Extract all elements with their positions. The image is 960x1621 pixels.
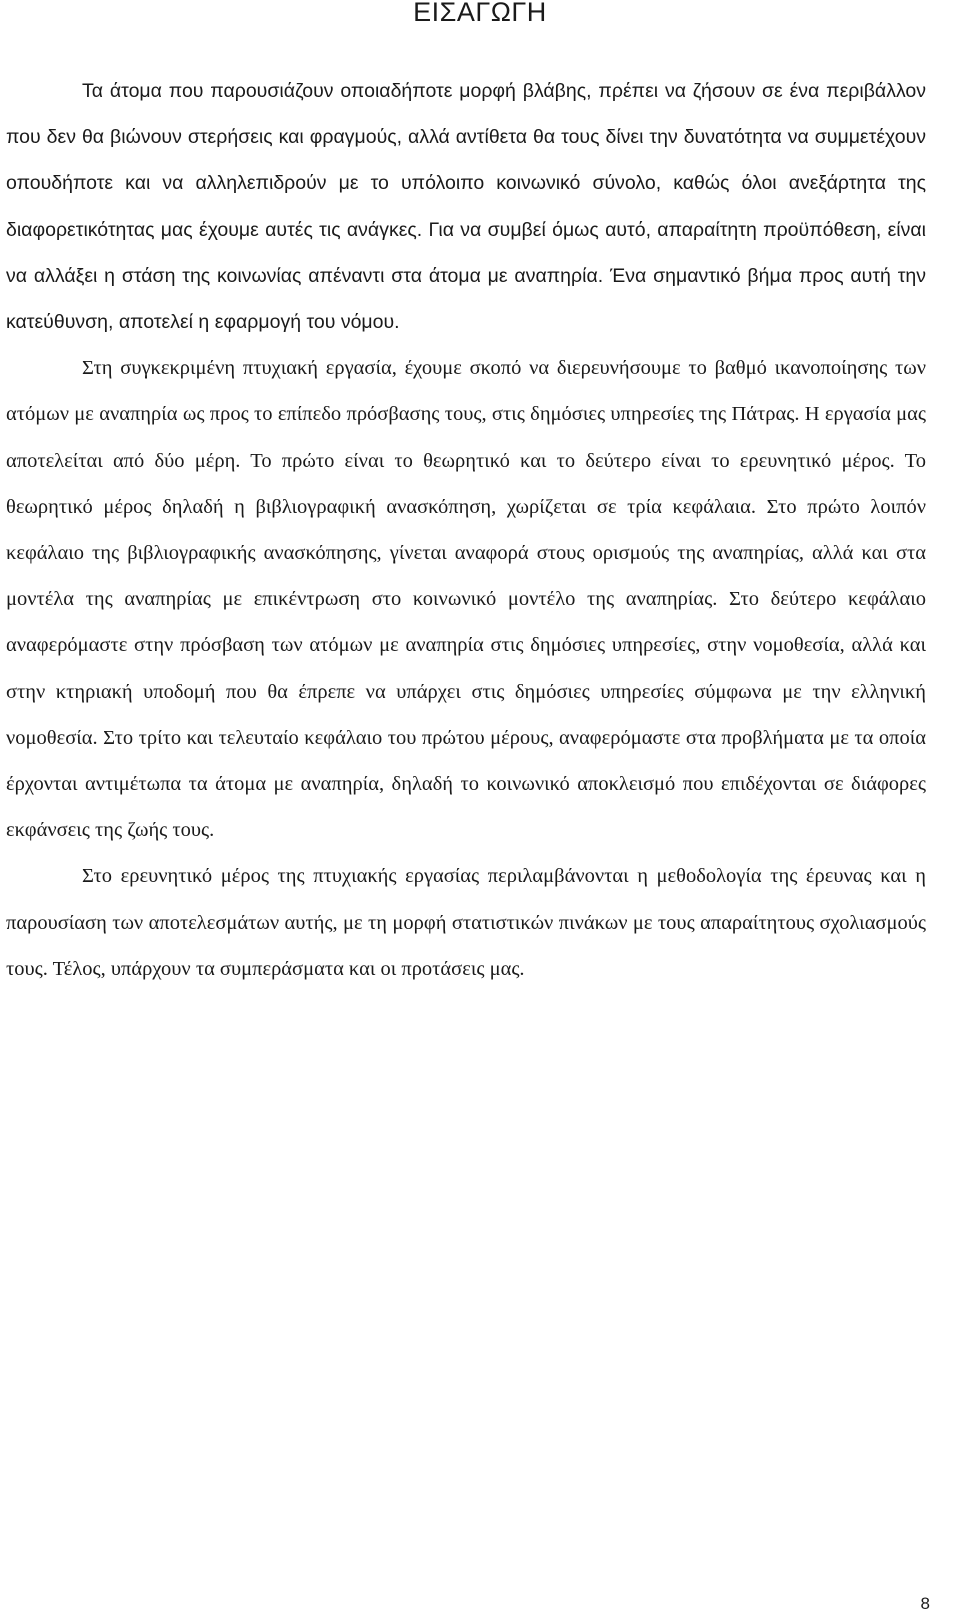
paragraph-research: Στο ερευνητικό μέρος της πτυχιακής εργασίας περιλαμβάνονται η μεθοδολογία της έρευνας και η παρουσίαση των αποτελεσμάτων αυτής, με τη μορφή στατιστικών πινάκων με τους απαραίτητους σχολιασμούς τους. Τέλος, υπάρχουν τα συμπεράσματα και οι προτάσεις μας. (6, 865, 926, 980)
paragraph-intro: Τα άτομα που παρουσιάζουν οποιαδήποτε μορφή βλάβης, πρέπει να ζήσουν σε ένα περιβάλλον που δεν θα βιώνουν στερήσεις και φραγμούς, αλλά αντίθετα θα τους δίνει την δυνατότητα να συμμετέχουν οπουδήποτε και να αλληλεπιδρούν με το υπόλοιπο κοινωνικό σύνολο, καθώς όλοι ανεξάρτητα της διαφορετικότητας μας έχουμε αυτές τις ανάγκες. Για να συμβεί όμως αυτό, απαραίτητη προϋπόθεση, είναι να αλλάξει η στάση της κοινωνίας απέναντι στα άτομα με αναπηρία. Ένα σημαντικό βήμα προς αυτή την κατεύθυνση, αποτελεί η εφαρμογή του νόμου. (6, 80, 926, 334)
paragraph-structure: Στη συγκεκριμένη πτυχιακή εργασία, έχουμε σκοπό να διερευνήσουμε το βαθμό ικανοποίησης των ατόμων με αναπηρία ως προς το επίπεδο πρόσβασης τους, στις δημόσιες υπηρεσίες της Πάτρας. Η εργασία μας αποτελείται από δύο μέρη. Το πρώτο είναι το θεωρητικό και το δεύτερο είναι το ερευνητικό μέρος. Το θεωρητικό μέρος δηλαδή η βιβλιογραφική ανασκόπηση, χωρίζεται σε τρία κεφάλαια. Στο πρώτο λοιπόν κεφάλαιο της βιβλιογραφικής ανασκόπησης, γίνεται αναφορά στους ορισμούς της αναπηρίας, αλλά και στα μοντέλα της αναπηρίας με επικέντρωση στο κοινωνικό μοντέλο της αναπηρίας. Στο δεύτερο κεφάλαιο αναφερόμαστε στην πρόσβαση των ατόμων με αναπηρία στις δημόσιες υπηρεσίες, στην νομοθεσία, αλλά και στην κτηριακή υποδομή που θα έπρεπε να υπάρχει στις δημόσιες υπηρεσίες σύμφωνα με την ελληνική νομοθεσία. Στο τρίτο και τελευταίο κεφάλαιο του πρώτου μέρους, αναφερόμαστε στα προβλήματα με τα οποία έρχονται αντιμέτωπα τα άτομα με αναπηρία, δηλαδή το κοινωνικό αποκλεισμό που επιδέχονται σε διάφορες εκφάνσεις της ζωής τους. (6, 357, 926, 842)
document-body (6, 68, 926, 992)
page-number: 8 (920, 1594, 930, 1613)
page-title: ΕΙΣΑΓΩΓΗ (413, 0, 547, 27)
